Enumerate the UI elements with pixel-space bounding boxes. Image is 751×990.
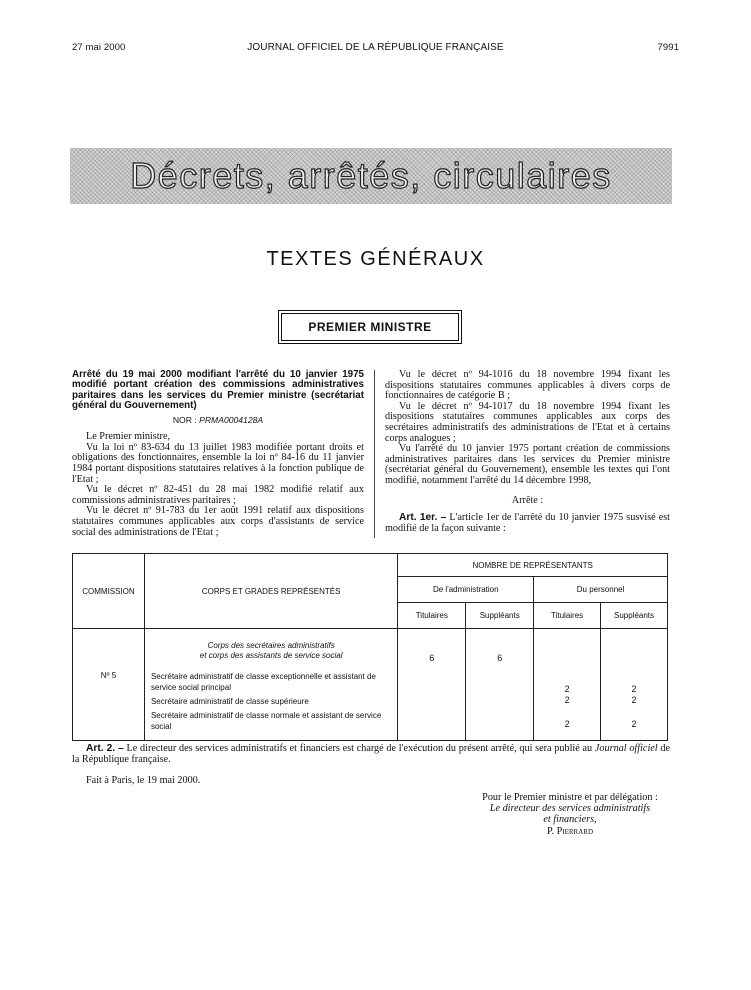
- header-titulaires: Titulaires: [398, 603, 466, 629]
- journal-title: JOURNAL OFFICIEL DE LA RÉPUBLIQUE FRANÇAISE: [247, 42, 504, 53]
- header-commission: COMMISSION: [73, 554, 145, 629]
- personnel-suppleants: 2: [631, 684, 637, 694]
- signature-block: [470, 792, 670, 837]
- article-1-label: Art. 1er. –: [399, 512, 447, 524]
- signature-line: Pour le Premier ministre et par délégation :: [482, 792, 658, 803]
- header-admin: De l'administration: [398, 577, 534, 603]
- nor-value: PRMA0004128A: [199, 414, 264, 425]
- header-suppleants: Suppléants: [466, 603, 534, 629]
- nor-reference: [72, 415, 364, 426]
- table-row: [73, 629, 668, 741]
- paragraph: Vu le décret nº 91-783 du 1er août 1991 relatif aux dispositions statutaires communes applicables aux corps d'assistants de service social des administrations de l'Etat ;: [72, 505, 364, 538]
- header-nombre: NOMBRE DE REPRÉSENTANTS: [398, 554, 668, 577]
- header-suppleants: Suppléants: [601, 603, 668, 629]
- signature-title: Le directeur des services administratifs: [489, 803, 651, 815]
- page-number: 7991: [657, 42, 679, 53]
- section-title: TEXTES GÉNÉRAUX: [266, 248, 485, 270]
- admin-titulaires: 6: [429, 653, 435, 663]
- admin-suppleants: 6: [497, 653, 503, 663]
- article-2-text-end: de la République française.: [72, 743, 670, 765]
- section-banner: [70, 148, 672, 204]
- decree-title: Arrêté du 19 mai 2000 modifiant l'arrêté du 10 janvier 1975 modifié portant création des commissions administratives paritaires dans les services du Premier ministre (secrétariat général du Gouvernement): [72, 369, 364, 412]
- column-divider: [374, 370, 375, 538]
- left-column: [72, 370, 364, 538]
- arrete-word: Arrête :: [511, 494, 544, 506]
- personnel-titulaires: 2: [564, 684, 570, 694]
- category-line: et corps des assistants de service social: [199, 651, 343, 660]
- category-heading: [151, 641, 391, 661]
- article-2-label: Art. 2. –: [86, 743, 124, 754]
- personnel-suppleants: 2: [631, 719, 637, 729]
- commission-number: Nº 5: [100, 671, 117, 680]
- paragraph: Le Premier ministre,: [86, 431, 171, 443]
- signature-title: et financiers,: [543, 814, 597, 826]
- personnel-titulaires: 2: [564, 719, 570, 729]
- article-2: [72, 743, 670, 765]
- article-1-text: L'article 1er de l'arrêté du 10 janvier 1975 susvisé est modifié de la façon suivante :: [385, 512, 671, 534]
- grade-line: Secrétaire administratif de classe exceptionnelle et assistant de service social principal: [150, 672, 376, 692]
- journal-reference: Journal officiel: [594, 743, 658, 754]
- nor-label: NOR :: [172, 414, 197, 425]
- paragraph: Vu la loi nº 83-634 du 13 juillet 1983 modifiée portant droits et obligations des fonctionnaires, ensemble la loi nº 84-16 du 11 janvier 1984 portant dispositions statutaires relatives à la fonction publique de l'Etat ;: [72, 441, 364, 485]
- category-line: Corps des secrétaires administratifs: [207, 641, 335, 650]
- grade-line: Secrétaire administratif de classe supérieure: [150, 697, 309, 706]
- paragraph: Vu l'arrêté du 10 janvier 1975 portant création de commissions administratives paritaires dans les services du Premier ministre (secrétariat général du Gouvernement), ensemble les textes qui l'ont modifié, notamment l'arrêté du 14 décembre 1998,: [385, 443, 670, 486]
- grade-line: Secrétaire administratif de classe normale et assistant de service social: [150, 711, 382, 731]
- header-personnel: Du personnel: [534, 577, 668, 603]
- article-2-text: Le directeur des services administratifs et financiers est chargé de l'exécution du présent arrêté, qui sera publié au: [126, 743, 593, 754]
- header-titulaires: Titulaires: [534, 603, 601, 629]
- banner-title: Décrets, arrêtés, circulaires: [130, 155, 612, 196]
- signatory-name: P. Pierrard: [546, 825, 594, 837]
- place-and-date: Fait à Paris, le 19 mai 2000.: [86, 775, 201, 786]
- ministry-box: [281, 313, 459, 341]
- paragraph: Vu le décret nº 94-1017 du 18 novembre 1994 fixant les dispositions statutaires communes applicables aux corps des secrétaires administratifs des administrations de l'Etat et à certains corps analogues ;: [385, 400, 670, 444]
- header-date: 27 mai 2000: [72, 42, 126, 53]
- right-column: [385, 370, 670, 534]
- paragraph: Vu le décret nº 82-451 du 28 mai 1982 modifié relatif aux commissions administratives paritaires ;: [72, 484, 364, 506]
- representatives-table: [72, 553, 668, 741]
- ministry-name: PREMIER MINISTRE: [308, 320, 432, 334]
- header-corps: CORPS ET GRADES REPRÉSENTÉS: [144, 554, 397, 629]
- personnel-titulaires: 2: [564, 695, 570, 705]
- personnel-suppleants: 2: [631, 695, 637, 705]
- paragraph: Vu le décret nº 94-1016 du 18 novembre 1994 fixant les dispositions statutaires communes applicables à divers corps de fonctionnaires de catégorie B ;: [385, 369, 670, 402]
- article-1: [385, 513, 670, 534]
